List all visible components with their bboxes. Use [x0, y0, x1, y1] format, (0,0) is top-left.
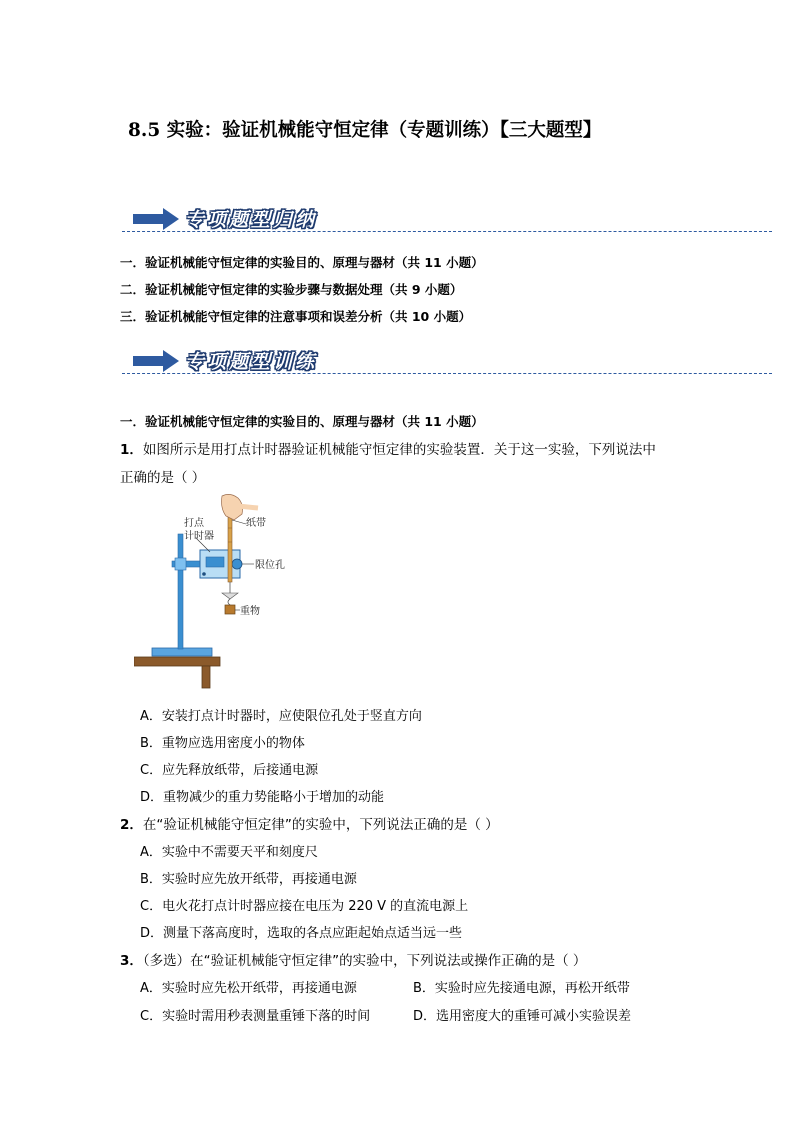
option-b[interactable]: B．实验时应先接通电源，再松开纸带: [413, 981, 630, 996]
question-1-line2: 正确的是（ ）: [120, 470, 206, 486]
option-a[interactable]: A．实验中不需要天平和刻度尺: [140, 845, 318, 860]
question-1-line1: [120, 438, 656, 458]
toc-item-2[interactable]: 二．验证机械能守恒定律的实验步骤与数据处理（共 9 小题）: [120, 282, 463, 297]
question-stem: 在“验证机械能守恒定律”的实验中，下列说法正确的是（ ）: [142, 817, 499, 833]
question-stem: 如图所示是用打点计时器验证机械能守恒定律的实验装置．关于这一实验，下列说法中: [142, 442, 656, 458]
option-d[interactable]: D．选用密度大的重锤可减小实验误差: [413, 1009, 632, 1024]
label-hole: 限位孔: [255, 560, 285, 571]
page-title: 8.5 实验：验证机械能守恒定律（专题训练）【三大题型】: [128, 120, 602, 141]
option-c[interactable]: C．应先释放纸带，后接通电源: [140, 763, 319, 778]
right-arrow-icon: [133, 350, 179, 372]
question-stem: （多选）在“验证机械能守恒定律”的实验中，下列说法或操作正确的是（ ）: [142, 953, 587, 969]
section-banner-summary: [133, 204, 773, 238]
apparatus-figure: [134, 494, 294, 690]
option-a[interactable]: A．安装打点计时器时，应使限位孔处于竖直方向: [140, 709, 422, 724]
label-timer-2: 计时器: [184, 531, 214, 542]
banner-title: 专项题型训练: [185, 351, 318, 373]
dashed-divider: [122, 231, 772, 232]
toc-item-3[interactable]: 三．验证机械能守恒定律的注意事项和误差分析（共 10 小题）: [120, 309, 472, 324]
option-c[interactable]: C．电火花打点计时器应接在电压为 220 V 的直流电源上: [140, 899, 469, 914]
question-3-stem: [120, 949, 586, 969]
label-weight: 重物: [240, 606, 260, 617]
option-b[interactable]: B．重物应选用密度小的物体: [140, 736, 305, 751]
question-number: 1．: [120, 442, 143, 458]
section-banner-training: [133, 346, 773, 380]
option-a[interactable]: A．实验时应先松开纸带，再接通电源: [140, 981, 357, 996]
dashed-divider: [122, 373, 772, 374]
right-arrow-icon: [133, 208, 179, 230]
question-number: 2．: [120, 817, 143, 833]
toc-item-1[interactable]: 一．验证机械能守恒定律的实验目的、原理与器材（共 11 小题）: [120, 255, 484, 270]
option-c[interactable]: C．实验时需用秒表测量重锤下落的时间: [140, 1009, 371, 1024]
option-b[interactable]: B．实验时应先放开纸带，再接通电源: [140, 872, 357, 887]
option-d[interactable]: D．重物减少的重力势能略小于增加的动能: [140, 790, 385, 805]
label-timer-1: 打点: [184, 518, 204, 529]
banner-title: 专项题型归纳: [185, 209, 318, 231]
section-heading: 一．验证机械能守恒定律的实验目的、原理与器材（共 11 小题）: [120, 414, 484, 429]
option-d[interactable]: D．测量下落高度时，选取的各点应距起始点适当远一些: [140, 926, 463, 941]
label-tape: 纸带: [246, 518, 266, 529]
question-2-stem: [120, 813, 499, 833]
question-number: 3．: [120, 953, 143, 969]
